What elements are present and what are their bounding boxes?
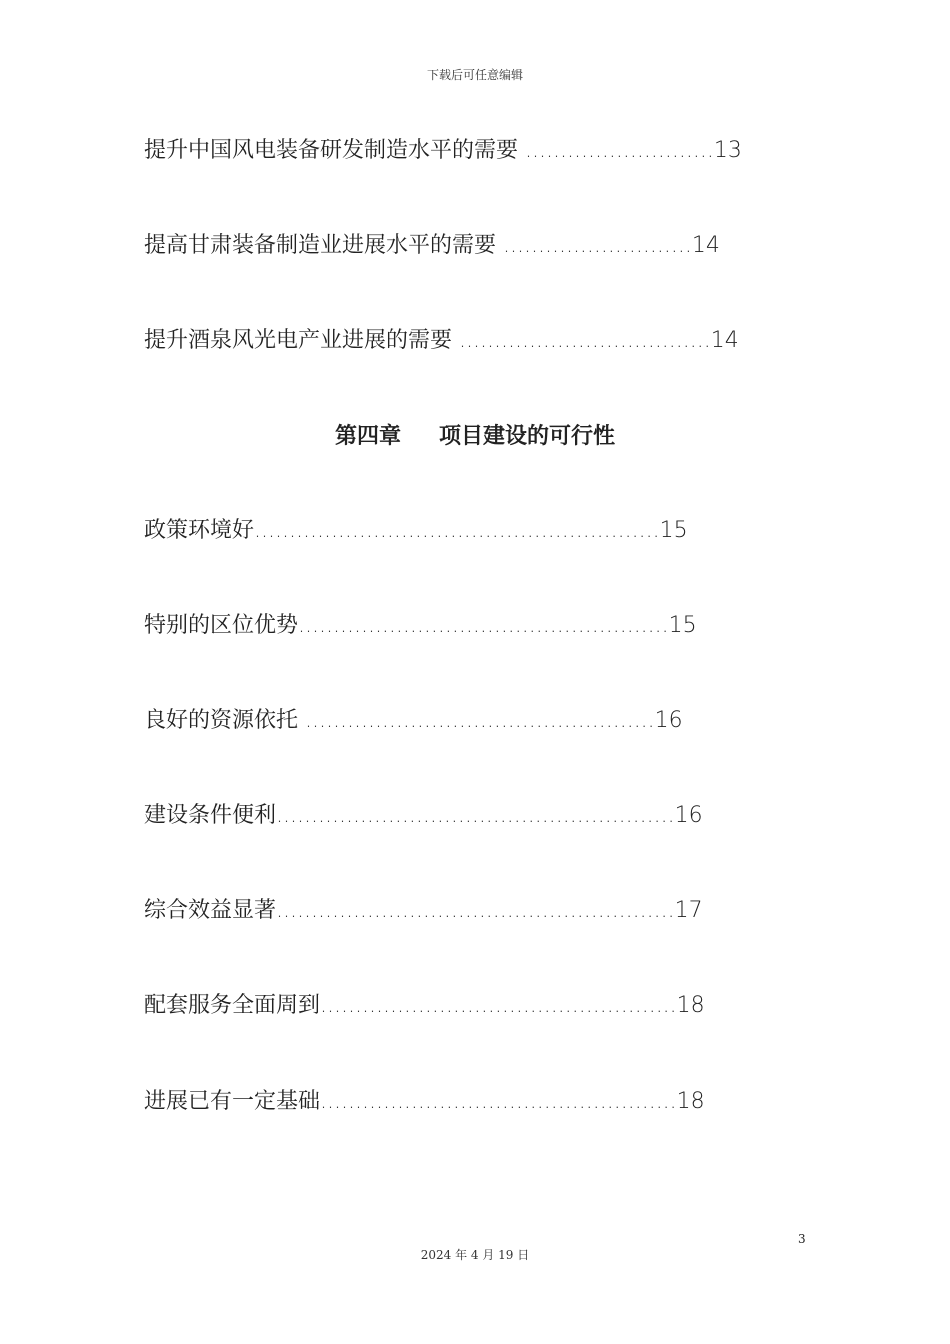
toc-entry[interactable] (144, 136, 742, 166)
toc-entry-page: 15 (659, 518, 688, 543)
toc-leader-dots: ................................................... (320, 1089, 677, 1114)
chapter-title: 项目建设的可行性 (439, 424, 616, 449)
toc-entry-page: 18 (676, 993, 705, 1018)
toc-entry-title: 综合效益显著 (144, 898, 277, 923)
toc-entry[interactable] (144, 231, 720, 261)
toc-leader-dots: ......................................................... (276, 898, 675, 923)
toc-leader-dots: .................................................. (298, 708, 655, 733)
toc-entry[interactable] (144, 326, 739, 356)
toc-entry-title: 提高甘肃装备制造业进展水平的需要 (144, 233, 497, 258)
toc-entry-page: 16 (654, 708, 683, 733)
page-number: 3 (798, 1232, 806, 1246)
toc-entry-title: 特别的区位优势 (144, 613, 299, 638)
toc-entry-page: 15 (668, 613, 697, 638)
chapter-heading[interactable] (0, 422, 950, 452)
toc-entry-title: 进展已有一定基础 (144, 1089, 321, 1114)
toc-entry[interactable] (144, 1087, 705, 1117)
toc-entry-title: 提升酒泉风光电产业进展的需要 (144, 328, 453, 353)
page-footer-date: 2024 年 4 月 19 日 (420, 1248, 530, 1262)
toc-entry-page: 14 (710, 328, 739, 353)
toc-leader-dots: ................................................... (320, 993, 677, 1018)
toc-entry-page: 18 (676, 1089, 705, 1114)
toc-leader-dots: ........................... (496, 233, 692, 258)
toc-entry[interactable] (144, 516, 688, 546)
toc-entry-title: 建设条件便利 (144, 803, 277, 828)
toc-leader-dots: .......................................................... (254, 518, 660, 543)
toc-entry[interactable] (144, 801, 703, 831)
toc-entry-title: 良好的资源依托 (144, 708, 299, 733)
toc-entry[interactable] (144, 706, 683, 736)
toc-entry-title: 政策环境好 (144, 518, 255, 543)
toc-entry-page: 14 (691, 233, 720, 258)
toc-entry[interactable] (144, 611, 697, 641)
toc-leader-dots: ..................................................... (298, 613, 669, 638)
toc-entry-title: 提升中国风电装备研发制造水平的需要 (144, 138, 519, 163)
toc-leader-dots: .................................... (452, 328, 711, 353)
toc-leader-dots: ......................................................... (276, 803, 675, 828)
chapter-number: 第四章 (334, 424, 401, 449)
toc-entry-page: 17 (674, 898, 703, 923)
toc-entry-page: 16 (674, 803, 703, 828)
toc-entry[interactable] (144, 896, 703, 926)
toc-entry-page: 13 (713, 138, 742, 163)
page-header: 下载后可任意编辑 (426, 68, 523, 82)
toc-entry[interactable] (144, 991, 705, 1021)
toc-entry-title: 配套服务全面周到 (144, 993, 321, 1018)
toc-leader-dots: ........................... (518, 138, 714, 163)
